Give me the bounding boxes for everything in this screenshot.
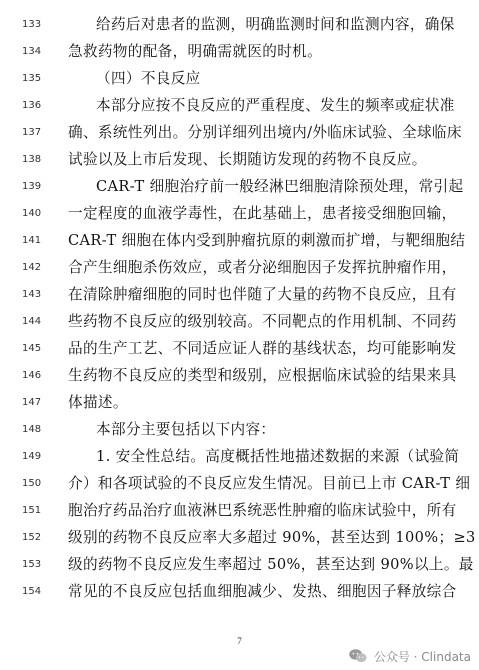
- text-line: [0, 14, 479, 39]
- line-text: 级的药物不良反应发生率超过 50%，甚至达到 90%以上。最: [68, 556, 474, 573]
- text-line: [0, 338, 479, 363]
- line-text: 急救药物的配备，明确需就医的时机。: [68, 43, 323, 60]
- line-text: 一定程度的血液学毒性，在此基础上，患者接受细胞回输，: [68, 205, 457, 222]
- line-number: 142: [22, 262, 42, 273]
- line-text: 胞治疗药品治疗血液淋巴系统恶性肿瘤的临床试验中，所有: [68, 502, 457, 519]
- line-number: 138: [22, 154, 42, 165]
- line-number: 146: [22, 370, 42, 381]
- text-line: [0, 473, 479, 498]
- line-number: 134: [22, 46, 42, 57]
- line-text: 确、系统性列出。分别详细列出境内/外临床试验、全球临床: [68, 124, 462, 141]
- watermark-label: 公众号 · Clindata: [373, 649, 471, 664]
- line-text: 1. 安全性总结。高度概括性地描述数据的来源（试验简: [96, 448, 460, 465]
- line-text: 品的生产工艺、不同适应证人群的基线状态，均可能影响发: [68, 340, 457, 357]
- text-line: [0, 392, 479, 417]
- line-number: 153: [22, 559, 42, 570]
- line-number: 150: [22, 478, 42, 489]
- line-number: 139: [22, 181, 42, 192]
- text-line: [0, 176, 479, 201]
- line-text: 在清除肿瘤细胞的同时也伴随了大量的药物不良反应，且有: [68, 286, 457, 303]
- text-line: [0, 284, 479, 309]
- text-line: [0, 365, 479, 390]
- text-line: [0, 203, 479, 228]
- line-number: 147: [22, 397, 42, 408]
- line-number: 133: [22, 19, 42, 30]
- line-text: 介）和各项试验的不良反应发生情况。目前已上市 CAR-T 细: [68, 475, 471, 492]
- line-number: 154: [22, 586, 42, 597]
- section-heading: （四）不良反应: [96, 70, 201, 87]
- line-number: 152: [22, 532, 42, 543]
- line-text: 生药物不良反应的类型和级别，应根据临床试验的结果来具: [68, 367, 457, 384]
- line-number: 145: [22, 343, 42, 354]
- wechat-icon: [348, 648, 368, 664]
- line-text: 常见的不良反应包括血细胞减少、发热、细胞因子释放综合: [68, 583, 457, 600]
- line-number: 135: [22, 73, 42, 84]
- text-line: [0, 554, 479, 579]
- line-number: 148: [22, 424, 42, 435]
- text-line: [0, 419, 479, 444]
- text-line: [0, 527, 479, 552]
- text-line: [0, 122, 479, 147]
- text-line: [0, 68, 479, 93]
- line-number: 141: [22, 235, 42, 246]
- text-line: [0, 500, 479, 525]
- line-text: 合产生细胞杀伤效应，或者分泌细胞因子发挥抗肿瘤作用，: [68, 259, 457, 276]
- text-line: [0, 95, 479, 120]
- line-text: 些药物不良反应的级别较高。不同靶点的作用机制、不同药: [68, 313, 457, 330]
- text-line: [0, 581, 479, 606]
- line-text: CAR-T 细胞治疗前一般经淋巴细胞清除预处理，常引起: [96, 178, 464, 195]
- line-text: 体描述。: [68, 394, 128, 411]
- line-number: 136: [22, 100, 42, 111]
- line-number: 137: [22, 127, 42, 138]
- watermark: [348, 646, 471, 666]
- text-line: [0, 446, 479, 471]
- line-text: 本部分主要包括以下内容：: [96, 421, 276, 438]
- line-text: 试验以及上市后发现、长期随访发现的药物不良反应。: [68, 151, 427, 168]
- text-line: [0, 41, 479, 66]
- line-number: 151: [22, 505, 42, 516]
- page-number: 7: [237, 636, 242, 646]
- text-line: [0, 230, 479, 255]
- line-text: 本部分应按不良反应的严重程度、发生的频率或症状准: [96, 97, 455, 114]
- text-line: [0, 257, 479, 282]
- line-text: 给药后对患者的监测，明确监测时间和监测内容，确保: [96, 16, 455, 33]
- line-number: 143: [22, 289, 42, 300]
- line-number: 149: [22, 451, 42, 462]
- line-number: 144: [22, 316, 42, 327]
- line-text: CAR-T 细胞在体内受到肿瘤抗原的刺激而扩增，与靶细胞结: [68, 232, 466, 249]
- line-number: 140: [22, 208, 42, 219]
- text-line: [0, 311, 479, 336]
- line-text: 级别的药物不良反应率大多超过 90%，甚至达到 100%；≥3: [68, 529, 476, 546]
- text-line: [0, 149, 479, 174]
